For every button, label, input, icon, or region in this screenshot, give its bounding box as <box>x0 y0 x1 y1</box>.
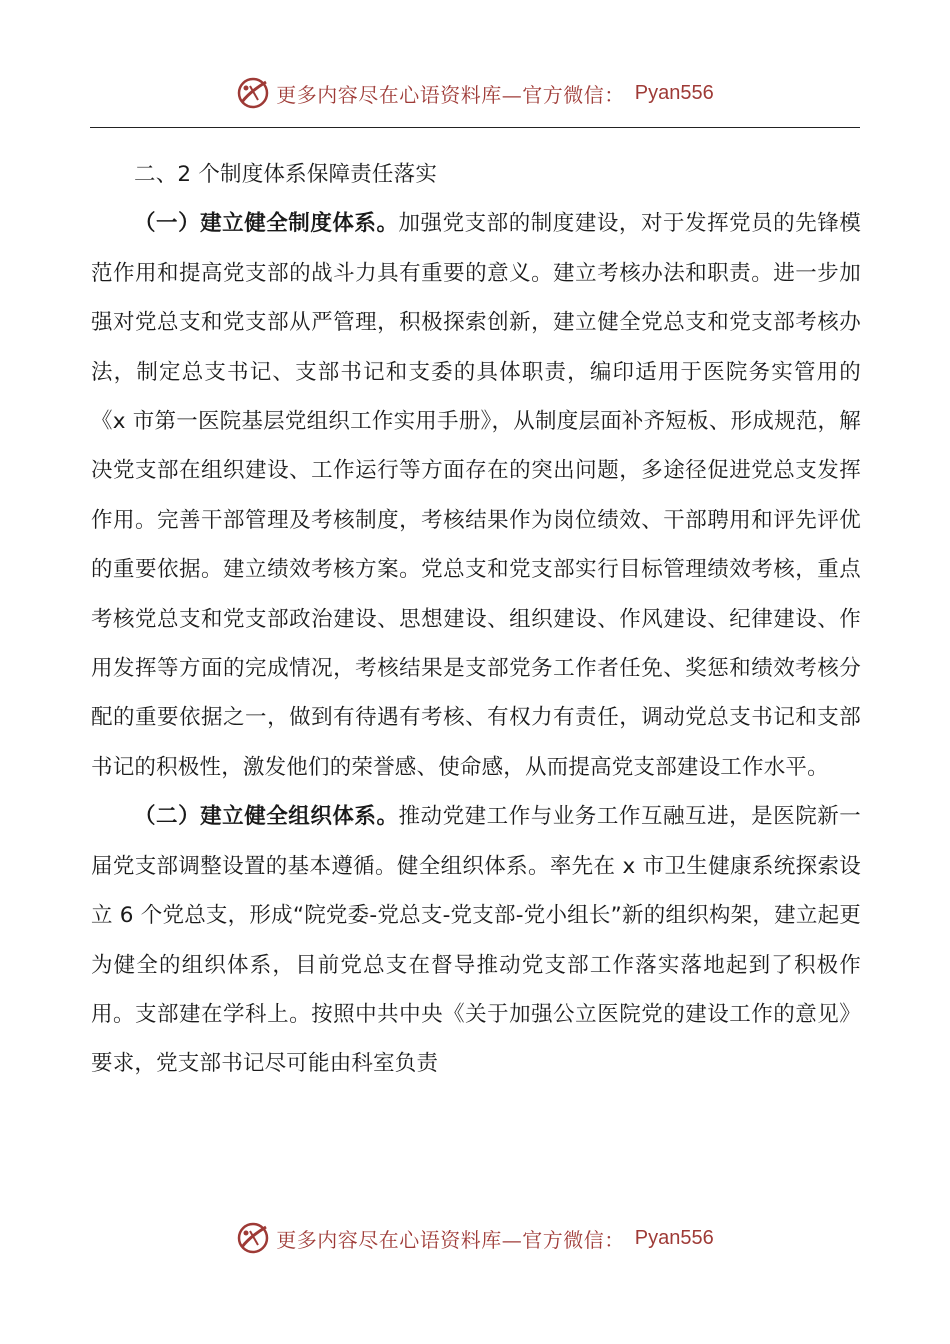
banner-text: 更多内容尽在心语资料库—官方微信： <box>276 82 625 107</box>
banner-contact: Pyan556 <box>634 1226 714 1249</box>
paragraph-1 <box>91 199 861 792</box>
paragraph-2 <box>91 792 861 1088</box>
paragraph-1-lead: （一）建立健全制度体系。 <box>134 211 399 237</box>
paragraph-2-lead: （二）建立健全组织体系。 <box>134 804 399 830</box>
paragraph-1-body: 加强党支部的制度建设，对于发挥党员的先锋模范作用和提高党支部的战斗力具有重要的意义。建立考核办法和职责。进一步加强对党总支和党支部从严管理，积极探索创新，建立健全党总支和党支部考核办法，制定总支书记、支部书记和支委的具体职责，编印适用于医院务实管用的《x 市第一医院基层党组织工作实用手册》，从制度层面补齐短板、形成规范，解决党支部在组织建设、工作运行等方面存在的突出问题，多途径促进党总支发挥作用。完善干部管理及考核制度，考核结果作为岗位绩效、干部聘用和评先评优的重要依据。建立绩效考核方案。党总支和党支部实行目标管理绩效考核，重点考核党总支和党支部政治建设、思想建设、组织建设、作风建设、纪律建设、作用发挥等方面的完成情况，考核结果是支部党务工作者任免、奖惩和绩效考核分配的重要依据之一，做到有待遇有考核、有权力有责任，调动党总支书记和支部书记的积极性，激发他们的荣誉感、使命感，从而提高党支部建设工作水平。 <box>91 211 862 780</box>
logo-icon <box>236 76 270 110</box>
document-body <box>91 150 861 1089</box>
paragraph-2-body: 推动党建工作与业务工作互融互进，是医院新一届党支部调整设置的基本遵循。健全组织体系。率先在 x 市卫生健康系统探索设立 6 个党总支，形成“院党委-党总支-党支部-党小组长”新的组织构架，建立起更为健全的组织体系，目前党总支在督导推动党支部工作落实落地起到了积极作用。支部建在学科上。按照中共中央《关于加强公立医院党的建设工作的意见》要求，党支部书记尽可能由科室负责 <box>91 804 862 1077</box>
logo-icon <box>236 1221 270 1255</box>
header-divider <box>90 127 860 128</box>
header-banner <box>0 71 950 115</box>
banner-text: 更多内容尽在心语资料库—官方微信： <box>276 1227 625 1252</box>
banner-contact: Pyan556 <box>634 81 714 104</box>
footer-banner <box>0 1216 950 1260</box>
section-heading: 二、2 个制度体系保障责任落实 <box>134 162 438 187</box>
